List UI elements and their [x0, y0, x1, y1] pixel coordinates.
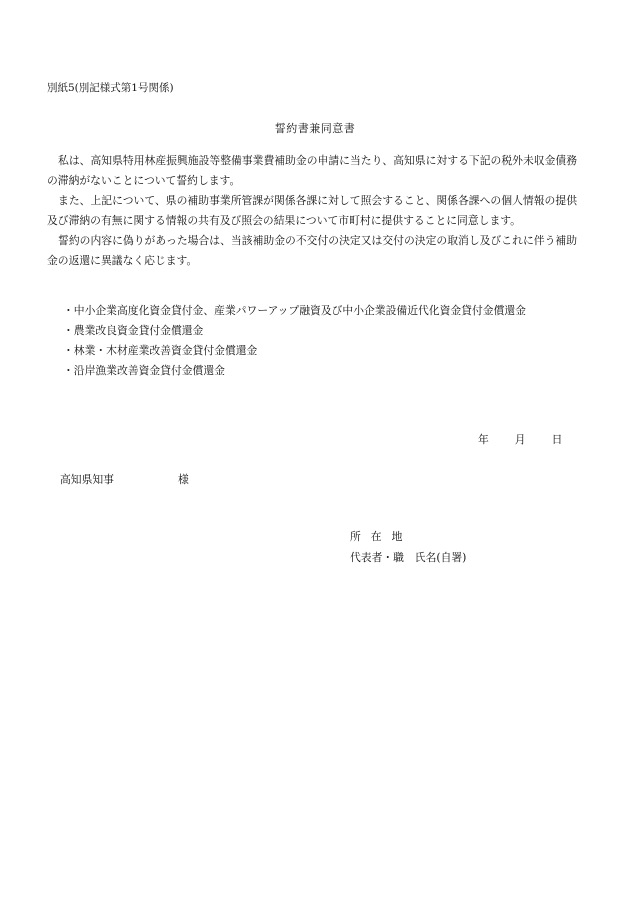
addressee-name: 高知県知事: [60, 473, 114, 486]
document-title: 誓約書兼同意書: [274, 122, 356, 135]
consent-paragraph: また、上記について、県の補助事業所管課が関係各課に対して照会すること、関係各課への個人情報の提供及び滞納の有無に関する情報の共有及び照会の結果について市町村に提供することに同意します。: [47, 194, 577, 227]
address-label: 所在地: [350, 530, 413, 543]
pledge-body: [47, 151, 577, 271]
pledge-paragraph: 私は、高知県特用林産振興施設等整備事業費補助金の申請に当たり、高知県に対する下記の税外未収金債務の滞納がないことについて誓約します。: [47, 154, 577, 187]
list-item: ・林業・木材産業改善資金貸付金償還金: [63, 344, 258, 357]
year-label: 年: [478, 433, 489, 446]
penalty-paragraph: 誓約の内容に偽りがあった場合は、当該補助金の不交付の決定又は交付の決定の取消し及びこれに伴う補助金の返還に異議なく応じます。: [47, 234, 577, 267]
form-reference-label: 別紙5(別記様式第1号関係): [47, 82, 174, 94]
day-label: 日: [551, 433, 563, 446]
list-item: ・中小企業高度化資金貸付金、産業パワーアップ融資及び中小企業設備近代化資金貸付金償還金: [63, 304, 526, 317]
addressee: [60, 472, 189, 487]
list-item: ・農業改良資金貸付金償還金: [63, 324, 204, 337]
representative-label: 代表者・職 氏名(自署): [350, 551, 467, 564]
list-item: ・沿岸漁業改善資金貸付金償還金: [63, 364, 225, 377]
addressee-honorific: 様: [177, 473, 189, 486]
date-line: [478, 432, 562, 447]
month-label: 月: [514, 433, 526, 446]
signature-block: [350, 526, 466, 568]
debt-item-list: [63, 301, 526, 381]
